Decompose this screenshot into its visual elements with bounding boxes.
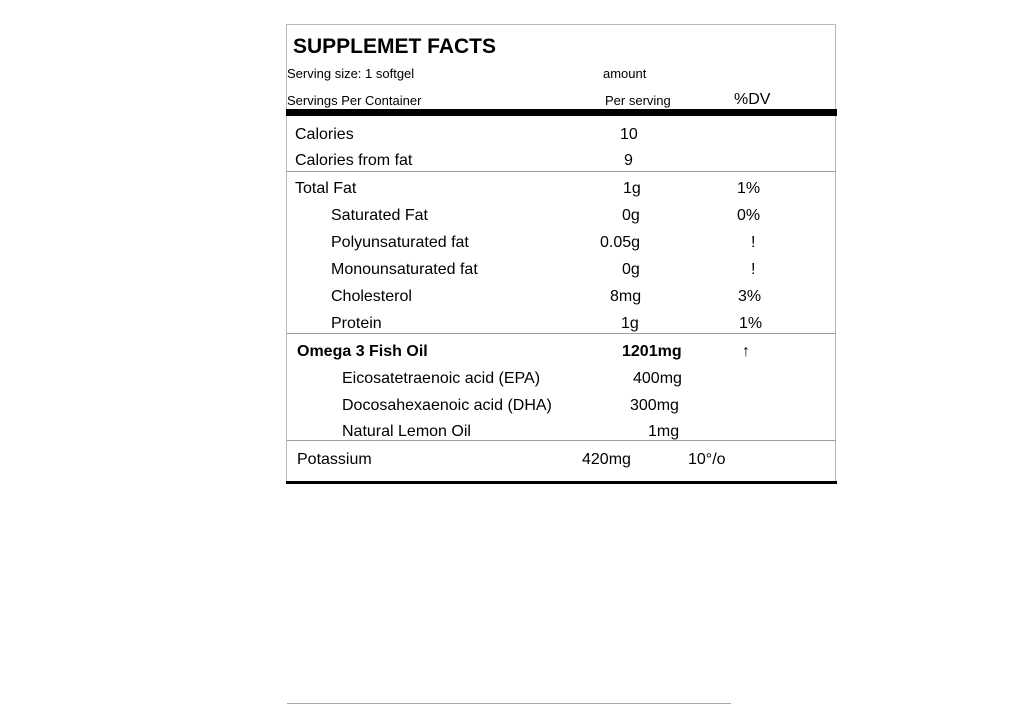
nutrient-amount: 420mg <box>582 451 631 468</box>
nutrient-name: Polyunsaturated fat <box>331 234 469 251</box>
nutrient-amount: 1g <box>621 315 639 332</box>
nutrient-dv: ! <box>751 261 756 278</box>
nutrient-amount: 9 <box>624 152 633 169</box>
nutrient-dv: 1% <box>737 180 761 197</box>
nutrient-name: Natural Lemon Oil <box>342 423 471 440</box>
divider-calories <box>287 171 836 172</box>
nutrient-amount: 1g <box>623 180 641 197</box>
nutrient-amount: 8mg <box>610 288 642 305</box>
nutrient-name: Calories <box>295 126 354 143</box>
nutrient-name: Potassium <box>297 451 372 468</box>
nutrient-amount: 300mg <box>630 397 679 414</box>
panel-title: SUPPLEMET FACTS <box>293 35 497 58</box>
nutrient-dv: 1% <box>739 315 763 332</box>
nutrient-name: Omega 3 Fish Oil <box>297 343 428 360</box>
amount-header: amount <box>603 66 647 81</box>
divider-fats <box>287 333 836 334</box>
nutrient-dv: 10°/o <box>688 451 726 468</box>
serving-size: Serving size: 1 softgel <box>287 66 415 81</box>
arrow-up-icon: ↑ <box>742 343 750 360</box>
nutrient-name: Total Fat <box>295 180 357 197</box>
nutrient-name: Monounsaturated fat <box>331 261 478 278</box>
nutrient-name: Saturated Fat <box>331 207 428 224</box>
dv-header: %DV <box>734 91 771 108</box>
nutrient-name: Docosahexaenoic acid (DHA) <box>342 397 552 414</box>
nutrient-name: Eicosatetraenoic acid (EPA) <box>342 370 541 387</box>
nutrient-name: Protein <box>331 315 382 332</box>
nutrient-amount: 0g <box>622 261 640 278</box>
nutrient-amount: 1201mg <box>622 343 682 360</box>
nutrient-dv: ! <box>751 234 756 251</box>
nutrient-amount: 400mg <box>633 370 682 387</box>
header-divider-thick <box>286 109 837 116</box>
nutrient-name: Cholesterol <box>331 288 412 305</box>
nutrient-amount: 0.05g <box>600 234 641 251</box>
nutrient-dv: 3% <box>738 288 762 305</box>
divider-omega <box>287 440 836 441</box>
per-serving-header: Per serving <box>605 93 671 108</box>
nutrient-amount: 10 <box>620 126 638 143</box>
footer-rule <box>287 703 731 704</box>
nutrient-dv: 0% <box>737 207 761 224</box>
nutrient-name: Calories from fat <box>295 152 413 169</box>
nutrient-amount: 1mg <box>648 423 680 440</box>
servings-per-container: Servings Per Container <box>287 93 422 108</box>
panel-bottom-border <box>286 481 837 484</box>
nutrient-amount: 0g <box>622 207 640 224</box>
